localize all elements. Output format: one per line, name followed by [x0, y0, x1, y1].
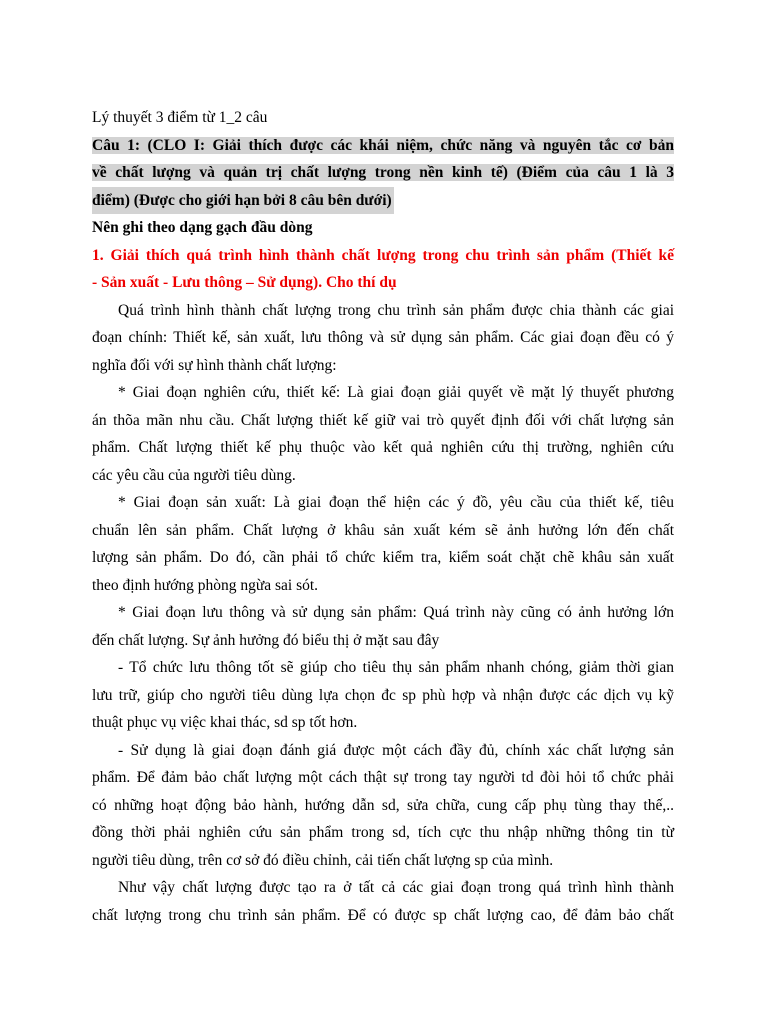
- paragraph-line: chất lượng trong chu trình sản phẩm. Để có được sp chất lượng cao, để đảm bảo chất: [92, 906, 674, 924]
- subquestion-block: [92, 242, 674, 297]
- paragraph-line: án thõa mãn nhu cầu. Chất lượng thiết kế giữ vai trò quyết định đối với chất lượng sản: [92, 411, 674, 429]
- paragraph-line: nghĩa đối với sự hình thành chất lượng:: [92, 356, 337, 374]
- note-line: Nên ghi theo dạng gạch đầu dòng: [92, 219, 313, 236]
- paragraph-line: - Sử dụng là giai đoạn đánh giá được một cách đầy đủ, chính xác chất lượng sản: [118, 741, 674, 759]
- paragraph-line: * Giai đoạn nghiên cứu, thiết kế: Là giai đoạn giải quyết về mặt lý thuyết phương: [118, 384, 674, 401]
- subquestion-line: - Sản xuất - Lưu thông – Sử dụng). Cho thí dụ: [92, 274, 397, 291]
- question-line: [92, 132, 674, 160]
- paragraph-line: đến chất lượng. Sự ảnh hưởng đó biểu thị ở mặt sau đây: [92, 631, 440, 649]
- paragraph-line: người tiêu dùng, trên cơ sở đó điều chỉnh, cải tiến chất lượng sp của mình.: [92, 851, 554, 869]
- paragraph: [92, 599, 674, 654]
- question-text: về chất lượng và quản trị chất lượng trong nền kinh tế) (Điểm của câu 1 là 3: [92, 164, 674, 181]
- question-block: [92, 132, 674, 215]
- paragraph: [92, 297, 674, 380]
- paragraph-line: đoạn chính: Thiết kế, sản xuất, lưu thông và sử dụng sản phẩm. Các giai đoạn đều có ý: [92, 329, 674, 346]
- paragraph-line: - Tổ chức lưu thông tốt sẽ giúp cho tiêu thụ sản phẩm nhanh chóng, giảm thời gian: [118, 659, 674, 676]
- document-page: [92, 104, 674, 929]
- paragraph-line: * Giai đoạn lưu thông và sử dụng sản phẩm: Quá trình này cũng có ảnh hưởng lớn: [118, 604, 674, 621]
- paragraph-line: Như vậy chất lượng được tạo ra ở tất cả các giai đoạn trong quá trình hình thành: [118, 879, 674, 896]
- document-heading: Lý thuyết 3 điểm từ 1_2 câu: [92, 109, 268, 126]
- paragraph: [92, 737, 674, 875]
- paragraph-line: Quá trình hình thành chất lượng trong chu trình sản phẩm được chia thành các giai: [118, 301, 674, 319]
- paragraph: [92, 489, 674, 599]
- paragraph-line: đồng thời phải nghiên cứu sản phẩm trong sd, tích cực thu nhập những thông tin từ: [92, 824, 674, 841]
- question-text: điểm) (Được cho giới hạn bởi 8 câu bên dưới): [92, 187, 394, 215]
- paragraph-line: phẩm. Chất lượng thiết kế phụ thuộc vào kết quả nghiên cứu thị trường, nghiên cứu: [92, 439, 674, 456]
- paragraph: [92, 379, 674, 489]
- paragraph-line: thuật phục vụ việc khai thác, sd sp tốt hơn.: [92, 714, 358, 731]
- paragraph: [92, 874, 674, 929]
- paragraph-line: các yêu cầu của người tiêu dùng.: [92, 466, 296, 484]
- paragraph-line: lượng sản phẩm. Do đó, cần phải tổ chức kiểm tra, kiểm soát chặt chẽ khâu sản xuất: [92, 549, 674, 566]
- paragraph-line: phẩm. Để đảm bảo chất lượng một cách thật sự trong tay người td đòi hỏi tổ chức phải: [92, 769, 674, 786]
- question-text: Câu 1: (CLO I: Giải thích được các khái niệm, chức năng và nguyên tắc cơ bản: [92, 136, 674, 154]
- paragraph-line: chuẩn lên sản phẩm. Chất lượng ở khâu sản xuất kém sẽ ảnh hưởng lớn đến chất: [92, 521, 674, 539]
- paragraph: [92, 654, 674, 737]
- subquestion-line: 1. Giải thích quá trình hình thành chất lượng trong chu trình sản phẩm (Thiết kế: [92, 246, 674, 264]
- paragraph-line: theo định hướng phòng ngừa sai sót.: [92, 576, 319, 594]
- question-line: [92, 187, 674, 215]
- paragraph-line: có những hoạt động bảo hành, hướng dẫn sd, sửa chữa, cung cấp phụ tùng thay thế,..: [92, 796, 674, 814]
- paragraph-line: * Giai đoạn sản xuất: Là giai đoạn thể hiện các ý đồ, yêu cầu của thiết kế, tiêu: [118, 494, 674, 511]
- question-line: [92, 159, 674, 187]
- paragraph-line: lưu trữ, giúp cho người tiêu dùng lựa chọn đc sp phù hợp và nhận được các dịch vụ kỹ: [92, 686, 674, 704]
